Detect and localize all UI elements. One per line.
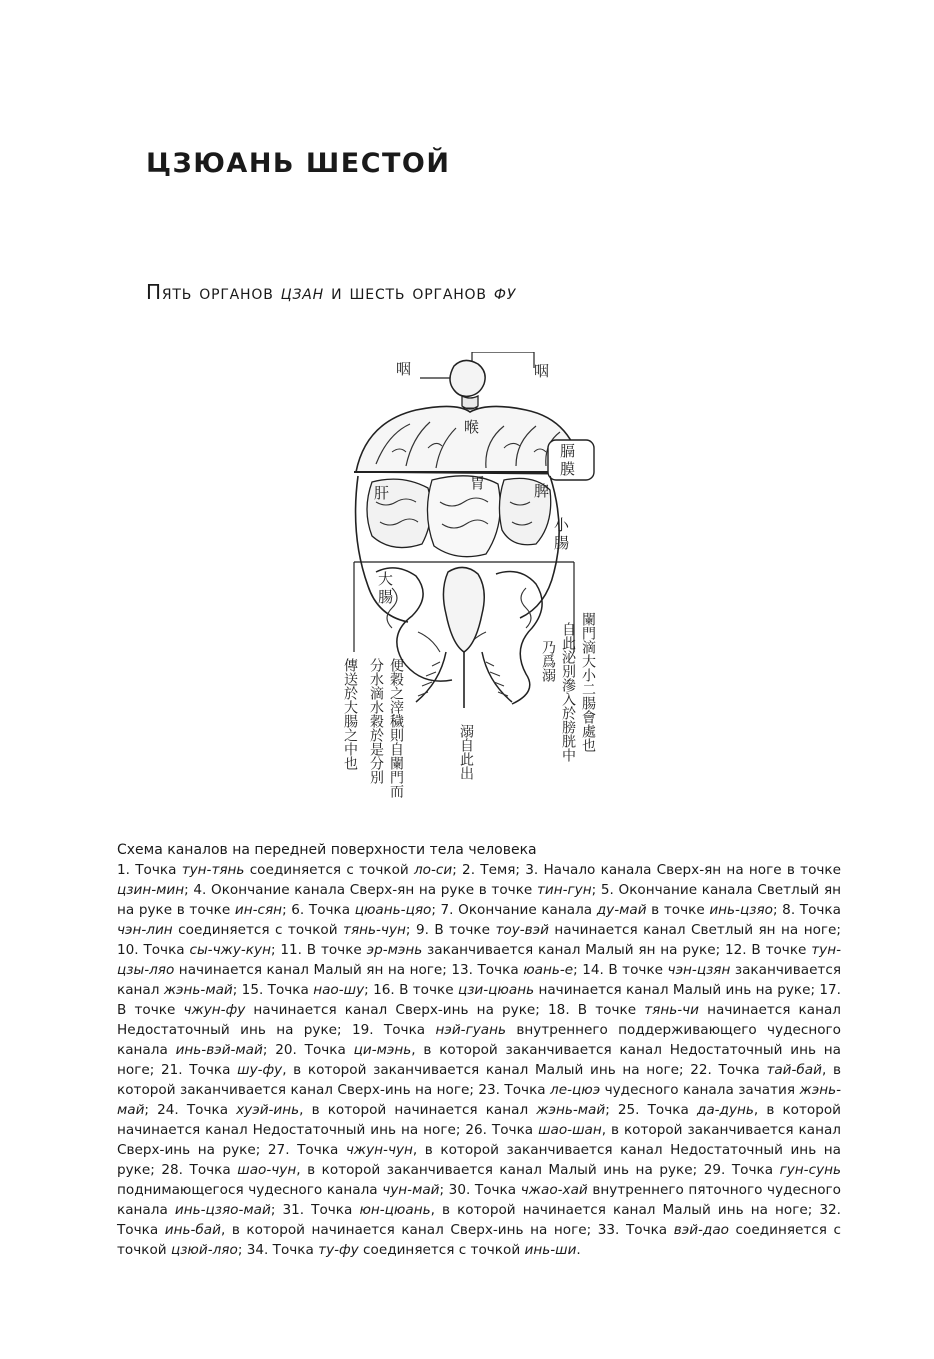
caption-segment: ; 11. В точке [270,942,367,958]
caption-term: чжун-фу [183,1002,246,1018]
caption-term: ло-си [413,862,453,878]
figure-column-left-3: 便穀之滓穢則自闌門而 [388,658,404,798]
caption-term: ту-фу [318,1242,359,1258]
caption-term: тун-цзы-ляо [117,942,841,978]
figure-column-right-1: 闌門滴大小二腸會處也 [580,612,596,752]
caption-term: цзюй-ляо [170,1242,238,1258]
caption-term: хуэй-инь [236,1102,300,1118]
caption-term: ле-цюэ [550,1082,601,1098]
caption-term: ци-мэнь [353,1042,412,1058]
caption-term: ин-сян [234,902,283,918]
caption-term: шао-чун [237,1162,297,1178]
caption-term: цзин-мин [117,882,185,898]
caption-term: тай-бай [766,1062,822,1078]
caption-segment: . [576,1242,581,1258]
caption-segment: начинается канал Недостаточный инь на руке; 19. Точка [117,1002,841,1038]
figure-label: 咽 [396,360,412,378]
caption-term: инь-вэй-май [175,1042,263,1058]
caption-segment: внутреннего пяточного чудесного канала [117,1182,842,1218]
caption-segment: ; 7. Окончание канала [431,902,597,918]
caption-term: да-дунь [696,1102,754,1118]
caption-segment: внутреннего поддерживающего чудесного канала [117,1022,841,1058]
organs-illustration [336,352,612,812]
section-title-part1: Пять органов [146,280,281,304]
caption-segment: , в которой заканчивается канал Недостаточный инь на ноге; 21. Точка [117,1042,841,1078]
caption-term: шу-фу [237,1062,283,1078]
caption-term: цюань-цяо [354,902,432,918]
caption-term: тянь-чи [644,1002,700,1018]
chapter-title: ЦЗЮАНЬ ШЕСТОЙ [146,148,451,179]
caption-segment: чудесного канала зачатия [600,1082,800,1098]
caption-term: тун-тянь [181,862,245,878]
figure-label: 小 [554,516,570,534]
caption-term: юн-цюань [359,1202,431,1218]
caption-segment: в точке [646,902,710,918]
caption-term: инь-бай [164,1222,221,1238]
figure-caption [117,840,841,1260]
caption-segment: ; 16. В точке [364,982,458,998]
caption-segment: ; 24. Точка [144,1102,237,1118]
caption-term: чэн-лин [117,922,173,938]
caption-term: нэй-гуань [435,1022,506,1038]
caption-segment: , в которой начинается канал Малый инь на ноге; 32. Точка [117,1202,842,1238]
caption-term: сы-чжу-кун [189,942,271,958]
caption-term: эр-мэнь [366,942,423,958]
caption-segment: ; 9. В точке [405,922,496,938]
caption-term: чжун-чун [345,1142,413,1158]
caption-term: ду-май [596,902,647,918]
caption-segment: , в которой начинается канал Сверх-инь на ноге; 33. Точка [220,1222,674,1238]
caption-segment: начинается канал Сверх-инь на руке; 18. В точке [245,1002,645,1018]
caption-term: цзи-цюань [457,982,535,998]
caption-segment: поднимающегося чудесного канала [117,1182,383,1198]
caption-segment: начинается канал Малый ян на ноге; 13. Точка [174,962,524,978]
figure-label: 胃 [470,474,486,492]
caption-segment: ; 4. Окончание канала Сверх-ян на руке в точке [184,882,537,898]
caption-term: юань-е [523,962,574,978]
caption-segment: ; 34. Точка [237,1242,319,1258]
caption-term: инь-цзяо [709,902,773,918]
caption-term: жэнь-май [163,982,233,998]
figure-column-left-1: 傳送於大腸之中也 [342,658,358,770]
caption-segment: , в которой заканчивается канал Малый инь на руке; 29. Точка [296,1162,780,1178]
caption-segment: соединяется с точкой [244,862,414,878]
caption-term: тин-гун [536,882,592,898]
caption-segment: , в которой заканчивается канал Сверх-инь на ноге; 23. Точка [117,1062,841,1098]
figure-column-center: 溺自此出 [458,724,474,780]
figure-label: 肝 [374,484,390,502]
figure-label: 大 [378,570,394,588]
caption-term: вэй-дао [673,1222,729,1238]
caption-segment: ; 14. В точке [573,962,668,978]
figure-label: 喉 [464,418,480,436]
caption-segment: ; 20. Точка [262,1042,354,1058]
caption-term: инь-ши [524,1242,577,1258]
caption-segment: соединяется с точкой [358,1242,525,1258]
figure-label: 脾 [534,482,550,500]
figure-column-right-3: 乃爲溺 [540,640,556,682]
caption-segment: ; 30. Точка [439,1182,521,1198]
caption-segment: соединяется с точкой [172,922,344,938]
caption-segment: ; 8. Точка [772,902,841,918]
section-title-italic2: фу [493,280,517,304]
caption-term: чжао-хай [520,1182,588,1198]
caption-title: Схема каналов на передней поверхности тела человека [117,842,537,858]
figure-column-right-2: 自此泌別滲入於膀胱中 [560,622,576,762]
caption-segment: ; 2. Темя; 3. Начало канала Сверх-ян на ноге в точке [452,862,841,878]
figure-label: 膈 [560,442,576,460]
caption-term: нао-шу [313,982,365,998]
caption-term: шао-шан [538,1122,602,1138]
caption-text [117,860,841,1260]
section-title-italic1: цзан [280,280,324,304]
caption-segment: ; 6. Точка [282,902,355,918]
figure-column-left-2: 分水滴水穀於是分別 [368,658,384,784]
caption-term: инь-цзяо-май [174,1202,271,1218]
caption-term: жэнь-май [536,1102,606,1118]
caption-segment: , в которой начинается канал [299,1102,537,1118]
caption-segment: заканчивается канал [117,962,842,998]
caption-segment: ; 31. Точка [270,1202,360,1218]
caption-segment: заканчивается канал Малый ян на руке; 12. В точке [422,942,812,958]
figure-label: 腸 [378,588,394,606]
caption-segment: ; 5. Окончание канала Светлый ян на руке в точке [117,882,842,918]
figure-label: 咽 [534,362,550,380]
caption-term: чэн-цзян [667,962,731,978]
figure-label: 膜 [560,460,576,478]
section-title [146,280,516,304]
caption-segment: , в которой заканчивается канал Сверх-инь на руке; 27. Точка [117,1122,841,1158]
caption-segment: начинается канал Светлый ян на ноге; 10. Точка [117,922,841,958]
caption-segment: соединяется с точкой [117,1222,841,1258]
caption-segment: 1. Точка [117,862,182,878]
caption-term: гун-сунь [779,1162,842,1178]
caption-segment: , в которой заканчивается канал Недостаточный инь на руке; 28. Точка [117,1142,841,1178]
caption-segment: , в которой заканчивается канал Малый инь на ноге; 22. Точка [282,1062,767,1078]
caption-segment: , в которой начинается канал Недостаточный инь на ноге; 26. Точка [117,1102,841,1138]
section-title-part2: и шесть органов [323,280,494,304]
caption-segment: ; 15. Точка [232,982,314,998]
figure-label: 腸 [554,534,570,552]
caption-term: жэнь-май [117,1082,842,1118]
caption-term: тоу-вэй [495,922,549,938]
caption-term: чун-май [382,1182,440,1198]
anatomy-woodcut-figure [336,352,612,812]
caption-segment: ; 25. Точка [605,1102,697,1118]
caption-segment: начинается канал Малый инь на руке; 17. В точке [117,982,841,1018]
caption-term: тянь-чун [343,922,406,938]
